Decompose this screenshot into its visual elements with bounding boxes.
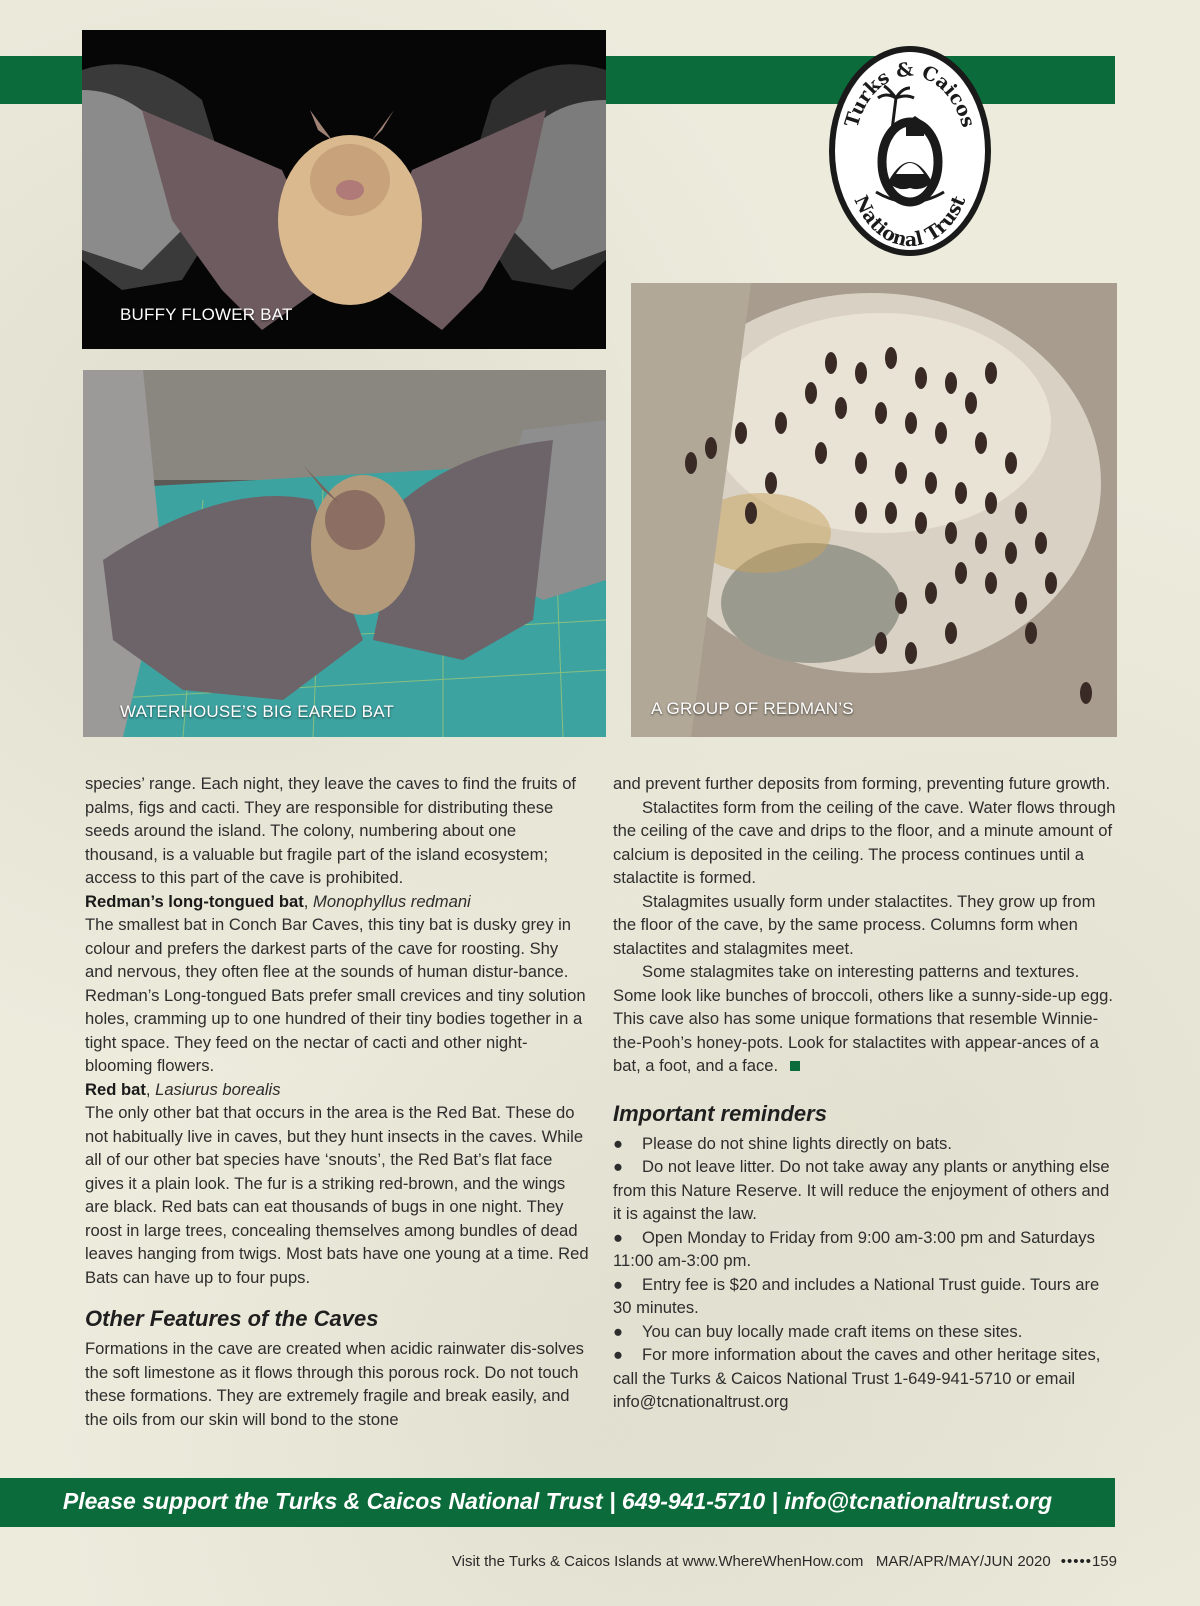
features-paragraph: Formations in the cave are created when acidic rainwater dis-solves the soft limestone as it flows through this porous rock. Do not touch these formations. They are extremely fragile and break easily, and the oils from our skin will bond to the stone [85, 1339, 584, 1429]
red-bat-heading: Red bat [85, 1079, 146, 1099]
formations-paragraph: and prevent further deposits from forming, preventing future growth. [613, 774, 1111, 793]
list-item [613, 1343, 1116, 1414]
list-item [613, 1226, 1116, 1273]
red-bat-paragraph: The only other bat that occurs in the area is the Red Bat. These do not habitually live in caves, but they hunt insects in the caves. While all of our other bat species have ‘snouts’, the Red Bat’s flat face gives it a plain look. The fur is a striking red-brown, and the wings are black. Red bats can eat thousands of bugs in one night. They roost in large trees, concealing themselves among bundles of dead leaves hanging from twigs. Most bats have one young at a time. Red Bats can have up to four pups. [85, 1103, 589, 1287]
list-item [613, 1132, 1116, 1156]
photo-buffy-flower-bat [82, 30, 606, 349]
left-column [85, 772, 590, 1431]
logo-top-text: Turks & Caicos [840, 58, 980, 130]
reminder-text: Do not leave litter. Do not take away any plants or anything else from this Nature Reserve. It will reduce the enjoyment of others and it is against the law. [613, 1157, 1110, 1223]
photo-caption-redman: A GROUP OF REDMAN’S [651, 699, 854, 718]
features-heading: Other Features of the Caves [85, 1306, 379, 1331]
logo-bottom-text: National Trust [849, 192, 971, 252]
reminder-text: Please do not shine lights directly on bats. [642, 1133, 952, 1153]
right-column [613, 772, 1116, 1414]
photo-caption-waterhouse: WATERHOUSE’S BIG EARED BAT [120, 702, 395, 721]
list-item [613, 1273, 1116, 1320]
cave-image [631, 283, 1117, 737]
bullet-icon: ● [613, 1227, 624, 1247]
footer-dots: ••••• [1060, 1553, 1092, 1570]
red-bat-latin-name: Lasiurus borealis [155, 1079, 281, 1099]
support-banner-text: Please support the Turks & Caicos National Trust | 649-941-5710 | info@tcnationaltrust.org [62, 1488, 1053, 1514]
page-footer [452, 1553, 1117, 1570]
footer-text: Visit the Turks & Caicos Islands at www.WhereWhenHow.com MAR/APR/MAY/JUN 2020 [451, 1553, 1051, 1570]
reminder-text: Open Monday to Friday from 9:00 am-3:00 pm and Saturdays 11:00 am-3:00 pm. [613, 1227, 1095, 1270]
intro-paragraph: species’ range. Each night, they leave the caves to find the fruits of palms, figs and cacti. They are responsible for distributing these seeds around the island. The colony, numbering about one thousand, is a valuable but fragile part of the island ecosystem; access to this part of the cave is prohibited. [85, 774, 577, 887]
bullet-icon: ● [613, 1345, 624, 1364]
redman-paragraph: The smallest bat in Conch Bar Caves, this tiny bat is dusky grey in colour and prefers the darkest parts of the cave for roosting. Shy and nervous, they often flee at the sounds of human distur-bance. Redman’s Long-tongued Bats prefer small crevices and tiny solution holes, cramming up to one hundred of their tiny bodies together in a tight space. They feed on the nectar of cacti and other night-blooming flowers. [85, 915, 586, 1075]
bat-image [82, 30, 606, 349]
stalagmites-paragraph: Stalagmites usually form under stalactites. They grow up from the floor of the cave, by the same process. Columns form when stalactites and stalagmites meet. [613, 891, 1096, 958]
photo-caption-buffy: BUFFY FLOWER BAT [120, 305, 293, 324]
redman-species-line: Redman’s long-tongued bat, Monophyllus redmani [85, 891, 471, 911]
red-bat-species-line: Red bat, Lasiurus borealis [85, 1079, 281, 1099]
national-trust-logo [826, 42, 994, 260]
bat-image [83, 370, 606, 737]
patterns-text: Some stalagmites take on interesting patterns and textures. Some look like bunches of broccoli, others like a sunny-side-up egg. This cave also has some unique formations that resemble Winnie-the-Pooh’s honey-pots. Look for stalactites with appear-ances of a bat, a foot, and a face. [613, 962, 1113, 1075]
stalactites-paragraph: Stalactites form from the ceiling of the cave. Water flows through the ceiling of the cave and drips to the floor, and a minute amount of calcium is deposited in the ceiling. The process continues until a stalactite is formed. [613, 797, 1116, 887]
reminder-text: You can buy locally made craft items on these sites. [642, 1321, 1023, 1341]
photo-waterhouse-bat [83, 370, 606, 737]
bullet-icon: ● [613, 1157, 624, 1176]
reminder-text: Entry fee is $20 and includes a National Trust guide. Tours are 30 minutes. [613, 1274, 1100, 1317]
end-of-article-mark [790, 1061, 800, 1071]
redman-latin-name: Monophyllus redmani [313, 891, 471, 911]
list-item [613, 1155, 1116, 1226]
bullet-icon: ● [613, 1133, 624, 1153]
bullet-icon: ● [613, 1321, 624, 1341]
reminders-heading: Important reminders [613, 1100, 827, 1126]
redman-heading: Redman’s long-tongued bat [85, 891, 304, 911]
list-item [613, 1320, 1116, 1344]
page-number: 159 [1091, 1553, 1117, 1570]
bullet-icon: ● [613, 1274, 624, 1294]
reminder-text: For more information about the caves and other heritage sites, call the Turks & Caicos National Trust 1-649-941-5710 or email info@tcnationaltrust.org [613, 1345, 1101, 1411]
patterns-paragraph [613, 960, 1116, 1078]
photo-redman-group [631, 283, 1117, 737]
reminders-list [613, 1132, 1116, 1414]
